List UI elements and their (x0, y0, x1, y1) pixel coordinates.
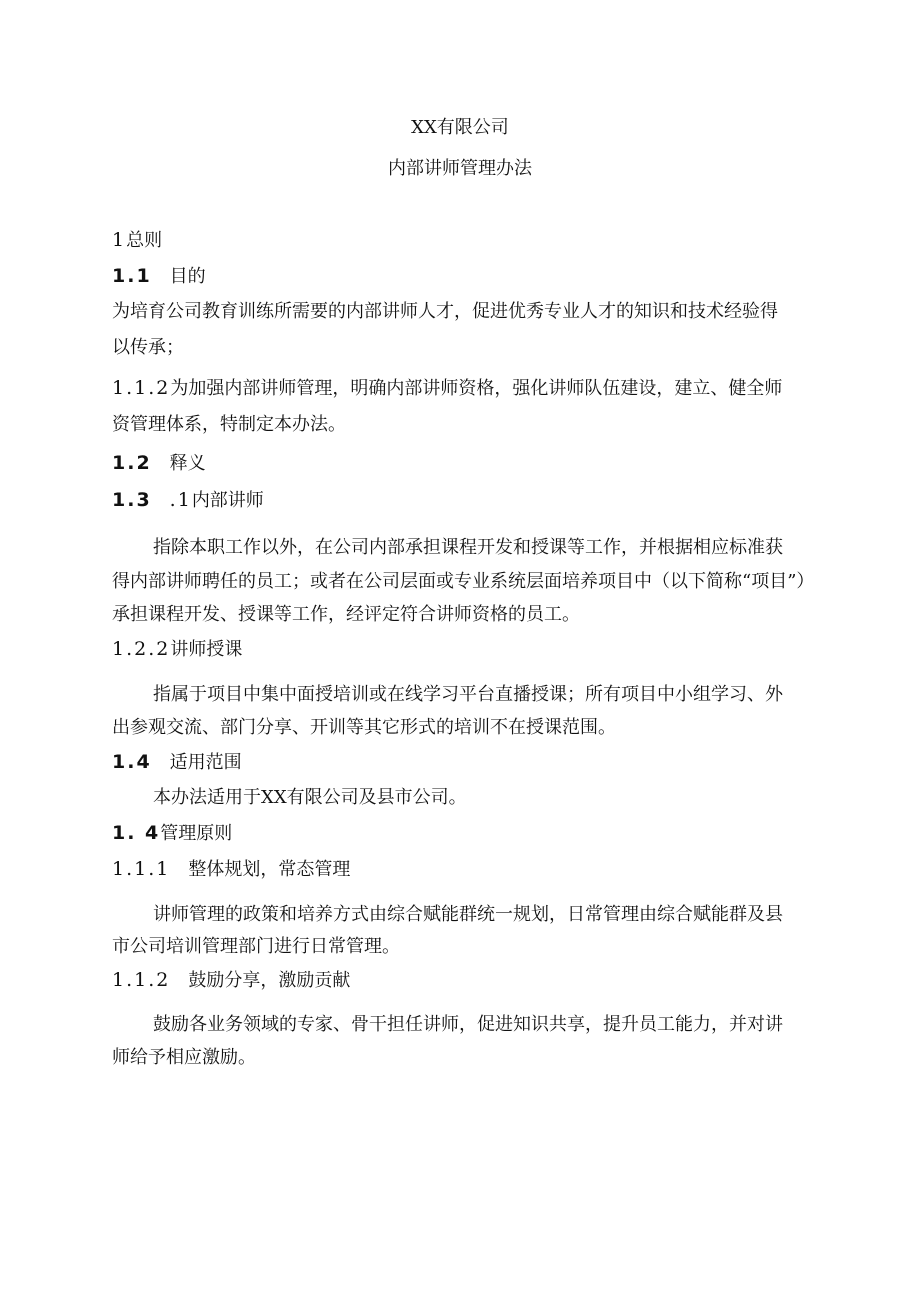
paragraph-line: 以传承； (112, 337, 184, 358)
paragraph-line-numbered (112, 376, 812, 401)
paragraph-line: 师给予相应激励。 (112, 1047, 256, 1068)
document-title: 内部讲师管理办法 (388, 158, 532, 179)
paragraph-text: 为加强内部讲师管理，明确内部讲师资格，强化讲师队伍建设，建立、健全师 (170, 378, 783, 399)
section-title: 鼓励分享，激励贡献 (188, 970, 351, 991)
section-number: 1.1.2 (112, 377, 171, 399)
section-heading-1-1-1 (112, 857, 812, 882)
paragraph-line: 出参观交流、部门分享、开训等其它形式的培训不在授课范围。 (112, 717, 616, 738)
section-number: 1.1 (112, 265, 152, 287)
section-title: 整体规划，常态管理 (188, 859, 351, 880)
section-heading-1-2 (112, 451, 812, 476)
section-subnumber: .1 (169, 489, 192, 511)
paragraph-line: 鼓励各业务领域的专家、骨干担任讲师，促进知识共享，提升员工能力，并对讲 (153, 1014, 783, 1035)
section-title: 总则 (126, 230, 163, 251)
section-title: 讲师授课 (170, 639, 243, 660)
paragraph-line: 承担课程开发、授课等工作，经评定符合讲师资格的员工。 (112, 604, 580, 625)
section-number: 1.2.2 (112, 638, 171, 660)
company-title: XX有限公司 (411, 117, 509, 138)
section-number: 1.3 (112, 489, 152, 511)
paragraph-line: 讲师管理的政策和培养方式由综合赋能群统一规划，日常管理由综合赋能群及县 (153, 904, 783, 925)
section-heading-1-1-2 (112, 968, 812, 993)
section-number: 1.2 (112, 452, 152, 474)
section-number: 1.1.1 (112, 858, 171, 880)
paragraph-line: 本办法适用于XX有限公司及县市公司。 (153, 787, 467, 808)
paragraph-line: 为培育公司教育训练所需要的内部讲师人才，促进优秀专业人才的知识和技术经验得 (112, 301, 778, 322)
paragraph-line: 指除本职工作以外，在公司内部承担课程开发和授课等工作，并根据相应标准获 (153, 537, 783, 558)
paragraph-line: 市公司培训管理部门进行日常管理。 (112, 936, 400, 957)
section-title: 目的 (169, 266, 206, 287)
section-title: 管理原则 (160, 823, 233, 844)
section-heading-1 (112, 228, 812, 253)
section-heading-1-4-principles (112, 821, 812, 846)
section-title: 释义 (169, 453, 206, 474)
section-heading-1-1 (112, 264, 812, 289)
section-title: 内部讲师 (191, 490, 264, 511)
paragraph-line: 指属于项目中集中面授培训或在线学习平台直播授课；所有项目中小组学习、外 (153, 684, 783, 705)
section-heading-1-3 (112, 488, 812, 513)
section-number: 1.1.2 (112, 969, 171, 991)
paragraph-line: 得内部讲师聘任的员工；或者在公司层面或专业系统层面培养项目中（以下简称“项目”） (112, 571, 815, 592)
section-number: 1.4 (112, 751, 152, 773)
section-heading-1-4-scope (112, 750, 812, 775)
section-number: 1 (112, 229, 127, 251)
paragraph-line: 资管理体系，特制定本办法。 (112, 414, 346, 435)
section-number: 1. 4 (112, 822, 161, 844)
section-title: 适用范围 (169, 752, 242, 773)
section-heading-1-2-2 (112, 637, 812, 662)
